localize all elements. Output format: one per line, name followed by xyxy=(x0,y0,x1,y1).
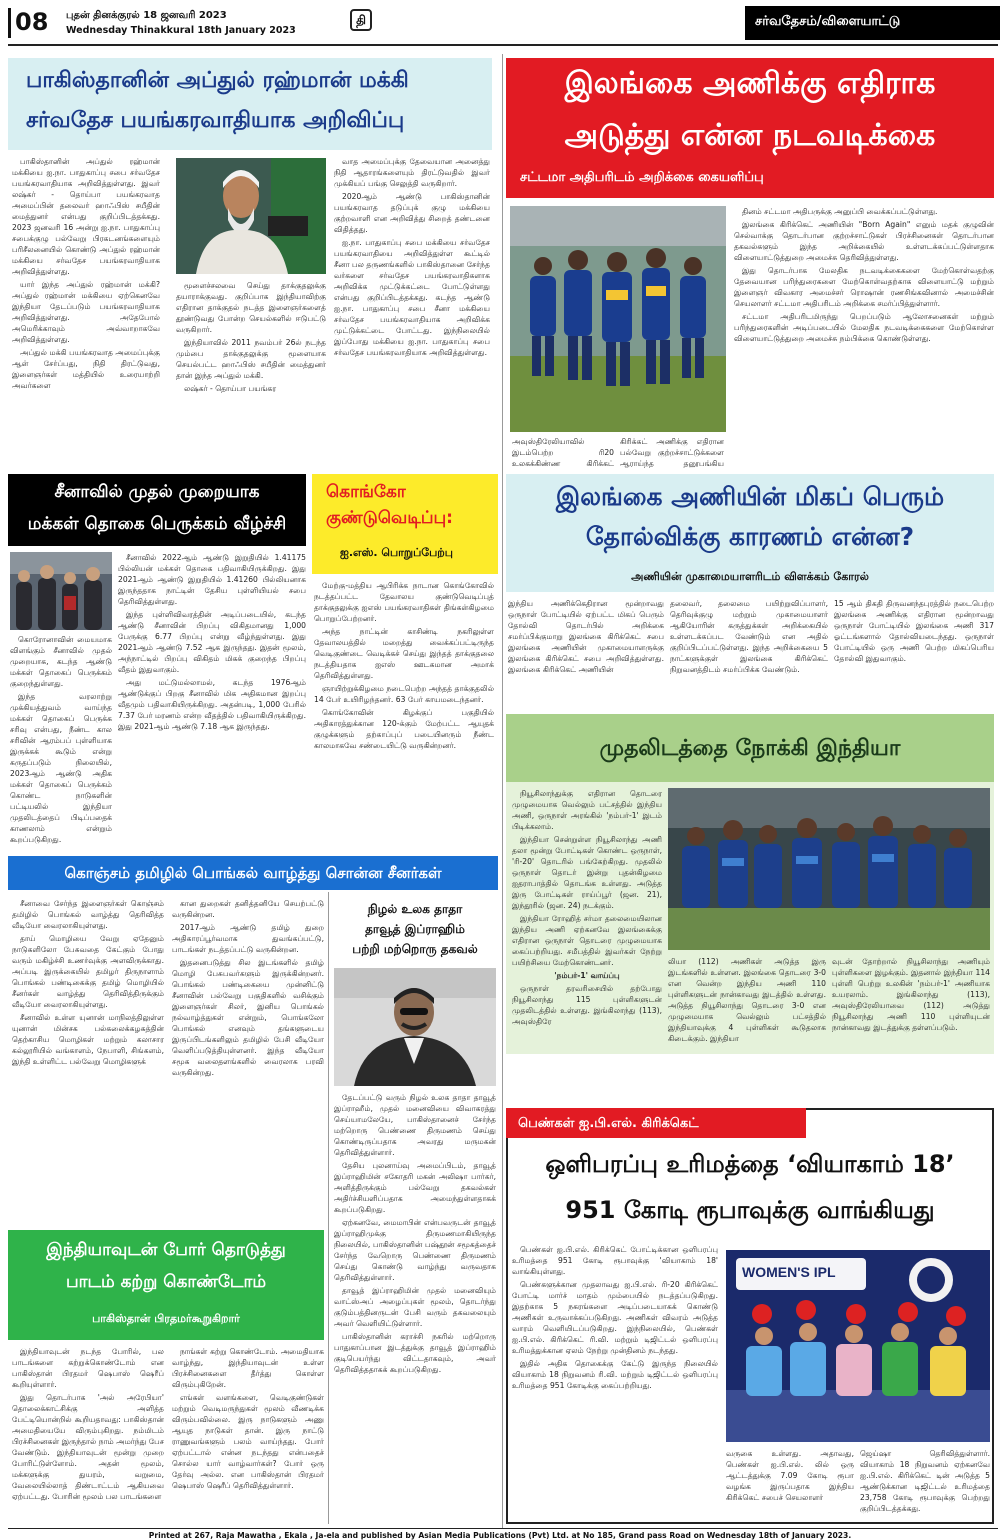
story-sl-next-headline-2: அடுத்து என்ன நடவடிக்கை xyxy=(564,118,936,153)
date-english: Wednesday Thinakkural 18th January 2023 xyxy=(66,25,296,36)
story-makki-headline-box xyxy=(8,58,492,150)
footer-imprint: Printed at 267, Raja Mawatha , Ekala , Ja-ela and published by Asian Media Publications (Pvt) Ltd. at No 185, Grand pass Road on Wednesday 18th of January 2023. xyxy=(148,1531,852,1540)
story-wpl-kicker: பெண்கள் ஐ.பி.எல். கிரிக்கெட் xyxy=(518,1116,699,1131)
story-wpl-col-1: பெண்கள் ஐ.பி.எல். கிரிக்கெட் போட்டிக்கான ஒளிபரப்பு உரிமத்தை 951 கோடி ரூபாவுக்கு 'வியாகாம் 18' வாங்கியுள்ளது. பெண்களுக்கான முதலாவது ஐ.பி.எல். ரி-20 கிரிக்கெட் போட்டி மார்ச் மாதம் மும்பையில் நடத்தப்படுகிறது. இதற்காக 5 நகரங்களை அடிப்படையாகக் கொண்டு அணிகள் உருவாக்கப்படுகிறது. அணிகள் விவரம் அடுத்த வாரம் வெளியிடப்படுகிறது. இந்நிலையில், பெண்கள் ஐ.பி.எல். கிரிக்கெட் ரி.வி. மற்றும் டிஜிட்டல் ஒளிபரப்பு உரிமத்துக்கான ஏலம் நேற்று முன்தினம் நடந்தது. இதில் அதிக தொகைக்கு கேட்டு இருந்த நிலையில் வியாகாம் 18 நிறுவனம் ரி.வி. மற்றும் டிஜிட்டல் ஒளிபரப்பு உரிமத்தை 951 கோடிக்கு கைப்பற்றியது. xyxy=(512,1245,718,1390)
masthead-logo: தி xyxy=(350,9,372,31)
womens-ipl-photo xyxy=(726,1250,990,1442)
story-india-col-1: நியூசிலாந்துக்கு எதிரான தொடரை முழுமையாக வெல்லும் பட்சத்தில் இந்திய அணி, ஒருநாள் அரங்கில் 'நம்பர்-1' இடம் பிடிக்கலாம். இந்தியா சென்றுள்ள நியூசிலாந்து அணி தலா மூன்று போட்டிகள் கொண்ட ஒருநாள், 'ரி-20' தொடரில் பங்கேற்கிறது. முதலில் ஒருநாள் தொடர் இன்று புதன்கிழமை ஐதராபாத்தில் தொடங்க உள்ளது. அடுத்த இரு போட்டிகள் ராய்ப்பூர் (ஜன. 21), இந்தூரில் (ஜன. 24) நடக்கும். இந்தியா ரோஹித் சர்மா தலைமையிலான இந்திய அணி ஏற்கனவே இலங்கைக்கு எதிரான ஒருநாள் தொடரை முழுமையாக கைப்பற்றியது. சமீபத்தில் இவர்கள் நேற்று பயிற்சியை மேற்கொண்டனர். 'நம்பர்-1' வாய்ப்பு ஒருநாள் தரவரிசையில் தற்போது நியூசிலாந்து 115 புள்ளிகளுடன் முதலிடத்தில் உள்ளது. இங்கிலாந்து (113), அவுஸ்திரே xyxy=(512,789,662,1026)
story-pongal-col-1: சீனாவை சேர்ந்த இளைஞர்கள் கொஞ்சம் தமிழில் பொங்கல் வாழ்த்து தெரிவித்த வீடியோ வைரலாகியுள்ளது. தாய் மொழியை வேறு ஏதேனும் நாடுகளிலோ பேசுவதை கேட்கும் போது வரும் மகிழ்ச்சி உணர்வுக்கு அளவிருக்காது. அப்படி இருக்கையில் தமிழர் திருநாளாம் பொங்கல் பண்டிகைக்கு தமிழ் மொழியில் சீனர்கள் வாழ்த்து தெரிவித்திருக்கும் வீடியோ வைரலாகியுள்ளது. சீனாவில் உள்ள யுனான் மாநிலத்திலுள்ள யுனான் மின்சக பல்கலைக்கழகத்தின் தெற்காசிய மொழிகள் மற்றும் கலாசார கல்லூரியில் வங்காளம், நேபாளி, சிங்களம், இந்தி உள்ளிட்ட பல்வேறு மொழிகளுக் xyxy=(12,899,164,1066)
story-sl-next-under-photo-col-1: அவுஸ்திரேலியாவில் இடம்பெற்ற ரி20 உலகக்கிண்ண கிரிக்கட் xyxy=(512,437,614,468)
masthead xyxy=(0,0,1000,50)
story-india-headline: முதலிடத்தை நோக்கி இந்தியா xyxy=(599,736,901,761)
makki-portrait-image xyxy=(176,158,326,274)
story-sl-next-under-photo-col-2: கிரிக்கட் அணிக்கு எதிரான பல்வேறு குற்றச்சாட்டுக்களை ஆராய்ந்த தனூபங்கிய xyxy=(620,437,724,468)
story-pakistan-subhead: பாகிஸ்தான் பிரதமர்கூறுகிறார் xyxy=(92,1312,240,1325)
story-sl-loss-col-3: 15 ஆம் திகதி திருவனந்தபுரத்தில் நடைபெற்ற இலங்கை அணிக்கு எதிரான மூன்றாவது ஒருநாள் போட்டியில் இலங்கை அணி 317 ஓட்டங்களால் தோல்வியடைந்தது. ஒருநாள் போட்டியில் ஒரு அணி பெற்ற மிகப்பெரிய தோல்வி இதுவாகும். xyxy=(834,599,994,663)
china-crowd-photo xyxy=(10,552,112,630)
column-rule xyxy=(328,892,329,1524)
story-dawood-headline-1: நிழல் உலக தாதா xyxy=(367,902,463,916)
story-pakistan-col-1: இந்தியாவுடன் நடந்த போரில், பல பாடங்களை கற்றுக்கொண்டோம் என பாகிஸ்தான் பிரதமர் ஷெபாஸ் ஷெரீப் கூறியுள்ளார். இது தொடர்பாக 'அல் அரேபியா' தொலைக்காட்சிக்கு அளித்த பேட்டியொன்றில் கூறியதாவது: பாகிஸ்தான் அமைதியையே விரும்புகிறது. நம்மிடம் பிரச்சினைகள் இருந்தால் நாம் அமர்ந்து பேச வேண்டும். இந்தியாவுடன் மூன்று முறை போரிட்டுள்ளோம். அதன் மூலம், மக்களுக்கு துயரம், வறுமை, வேலையில்லாத் திண்டாட்டம் ஆகியவை ஏற்பட்டது. போரின் மூலம் பல பாடங்களை xyxy=(12,1347,164,1501)
makki-photo xyxy=(176,158,326,274)
story-makki-headline-2: சர்வதேச பயங்கரவாதியாக அறிவிப்பு xyxy=(26,108,405,133)
story-pongal-col-2: கான துறைகள் தனித்தனியே செயற்பட்டு வருகின்றன. 2017ஆம் ஆண்டு தமிழ் துறை அதிகாரப்பூர்வமாக துவங்கப்பட்டு, பாடங்கள் நடத்தப்பட்டு வருகின்றன. இதனைபடுத்து சில இடங்களில் தமிழ் மொழி பேசுபவர்களும் இருக்கின்றனர். பொங்கல் பண்டிகையை முன்னிட்டு சீனாவின் பல்வேறு பகுதிகளில் வசிக்கும் இளைஞர்கள் சிலர், இனிய பொங்கல் நல்வாழ்த்துகள் என்றும், பொங்கலோ பொங்கல் எனவும் தங்களுடைய இருப்பிடங்களிலும் தமிழில் பேசி வீடியோ வெளிப்படுத்தியுள்ளனர். இந்த வீடியோ சமூக வலைதளங்களில் வைரலாக பரவி வருகின்றது. xyxy=(172,899,324,1077)
india-team-photo xyxy=(668,788,990,950)
story-sl-next-subhead: சட்டமா அதிபரிடம் அறிக்கை கையளிப்பு xyxy=(520,170,764,185)
story-pakistan-headline-2: பாடம் கற்று கொண்டோம் xyxy=(65,1272,266,1292)
story-dawood-headline-2: தாவூத் இப்ராஹிம் xyxy=(365,922,465,936)
story-india-col-3: வுடன் தோற்றால் நியூசிலாந்து அணியும் புள்ளிகளை இழக்கும். இதனால் இந்தியா 114 புள்ளி பெற்று உலகின் 'நம்பர்-1' அணியாக உயரலாம். இங்கிலாந்து (113), அவுஸ்திரேலியாவை (112) அடுத்து நியூசிலாந்து அணி 110 புள்ளியுடன் நான்காவது இடத்துக்கு தள்ளப்படும். xyxy=(832,957,990,1032)
dawood-portrait-image xyxy=(334,968,496,1086)
story-india-col-2: லியா (112) அணிகள் அடுத்த இரு இடங்களில் உள்ளன. இலங்கை தொடரை 3-0 என வென்ற இந்திய அணி 110 புள்ளிகளுடன் நான்காவது இடத்தில் உள்ளது. அடுத்த நியூசிலாந்து தொடரை 3-0 என முழுமையாக வெல்லும் பட்சத்தில் இந்தியாவுக்கு 4 புள்ளிகள் கூடுதலாக கிடைக்கும். இந்தியா xyxy=(668,957,826,1043)
story-sl-next-headline-1: இலங்கை அணிக்கு எதிராக xyxy=(564,66,936,101)
story-makki-headline-1: பாகிஸ்தானின் அப்துல் ரஹ்மான் மக்கி xyxy=(26,68,409,93)
masthead-rule xyxy=(8,44,998,46)
story-makki-col-2: மூளைச்சலவை செய்து தாக்குதலுக்கு தயாராக்குவது. குறிப்பாக இந்தியாவிற்கு எதிரான தாக்குதல் நடத்த இளைஞர்களைத் தூண்டுவது போன்ற செயல்களில் ஈடுபட்டு வருகிறார். இந்தியாவில் 2011 நவம்பர் 26ல் நடந்த மும்பை தாக்குதலுக்கு மூளையாக செயல்பட்ட ஹாஃபிஸ் சயீதின் மைத்துனர் தான் இந்த அப்துல் மக்கி. லஷ்கர் - தொய்பா பயங்கர xyxy=(176,281,326,393)
story-china-headline-box xyxy=(8,474,306,546)
story-sl-loss-subhead: அணியின் முகாமையாளரிடம் விளக்கம் கோரல் xyxy=(631,570,869,583)
womens-ipl-logo-text: WOMEN'S IPL xyxy=(742,1264,836,1280)
story-congo-subhead: ஐ.எஸ். பொறுப்பேற்பு xyxy=(340,546,453,559)
story-china-headline-2: மக்கள் தொகை பெருக்கம் வீழ்ச்சி xyxy=(27,514,287,534)
story-congo-col: மேற்கு-மத்திய ஆபிரிக்க நாடான கொங்கோவில் நடத்தப்பட்ட தேவாலய குண்டுவெடிப்புத் தாக்குதலுக்கு ஐஎஸ் பயங்கரவாதிகள் திங்கள்கிழமை பொறுப்பேற்றனர். அந்த நாட்டின் காசிண்டி நகரிலுள்ள தேவாலயத்தில் மறைத்து வைக்கப்பட்டிருந்த வெடிகுண்டை வெடிக்கச் செய்து இந்தத் தாக்குதலை நடத்தியதாக ஐஎஸ் ஊடகமான அமாக் தெரிவித்துள்ளது. ஞாயிற்றுக்கிழமை நடைபெற்ற அந்தத் தாக்குதலில் 14 பேர் உயிரிழந்தனர். 63 பேர் காயமடைந்தனர். கொங்கோவின் கிழக்குப் பகுதியில் அதிகாரத்துக்கான 120-க்கும் மேற்பட்ட ஆயுதக் குழுக்களும் தற்காப்புப் படையினரும் நீண்ட காலமாகவே சண்டையிட்டு வருகின்றனர். xyxy=(314,581,494,750)
story-pakistan-col-2: நாங்கள் கற்று கொண்டோம். அமைதியாக வாழ்ந்து, இந்தியாவுடன் உள்ள பிரச்சினைகளை தீர்த்து கொள்ள விரும்புகிறேன். எங்கள் வளங்களை, வெடிகுண்டுகள் மற்றும் வெடிமருந்துகள் மூலம் வீணடிக்க விரும்பவில்லை. இரு நாடுகளும் அணு ஆயுத நாடுகள் தான். இரு நாட்டு ராணுவங்களும் பலம் வாய்ந்தது. போர் ஏற்பட்டால் என்ன நடந்தது என்பதைச் சொல்ல யார் வாழ்வார்கள்? போர் ஒரு தேர்வு அல்ல. என பாகிஸ்தான் பிரதமர் ஷெபாஸ் ஷெரீப் தெரிவித்துள்ளார். xyxy=(172,1347,324,1490)
story-dawood-headline-3: பற்றி மற்றொரு தகவல் xyxy=(352,942,478,956)
date-tamil: புதன் தினக்குரல் 18 ஜனவரி 2023 xyxy=(66,10,227,21)
story-wpl-col-2: வருகை உள்ளது. அதாவது, பெண்கள் ஐ.பி.எல். லில் ஒரு ஆட்டத்துக்கு 7.09 கோடி ரூபா வழங்க இருப்பதாக இந்திய கிரிக்கெட் சபைச் செயலாளர் xyxy=(726,1449,854,1502)
story-dawood-headline-box xyxy=(332,900,498,964)
story-china-col-2: சீனாவில் 2022ஆம் ஆண்டு இறுதியில் 1.41175 பில்லியன் மக்கள் தொகை பதிவாகியிருக்கிறது. இது 2021ஆம் ஆண்டு இறுதியில் 1.41260 பில்லியனாக இருந்ததாக நாட்டின் தேசிய புள்ளியியல் சபை தெரிவித்துள்ளது. இந்த புள்ளிவிவரத்தின் அடிப்படையில், கடந்த ஆண்டு சீனாவின் பிறப்பு விகிதமானது 1,000 பேருக்கு 6.77 பிறப்பு என்று வீழ்ந்துள்ளது. இது 2021ஆம் ஆண்டு 7.52 ஆக இருந்தது. இதன் மூலம், அந்நாட்டில் பிறப்பு விகிதம் மிகக் குறைந்த பிறப்பு வீதம் இதுவாகும். அது மட்டுமல்லாமல், கடந்த 1976ஆம் ஆண்டுக்குப் பிறகு சீனாவில் மிக அதிகமான இறப்பு வீதமும் பதிவாகியிருக்கிறது. அதன்படி, 1,000 பேரில் 7.37 பேர் மரணம் என்ற வீதத்தில் பதிவாகியிருக்கிறது. இது 2021ஆம் ஆண்டு 7.18 ஆக இருந்தது. xyxy=(118,553,306,731)
story-wpl-col-3: ஜெய்ஷா தெரிவித்துள்ளார். வியாகாம் 18 நிறுவனம் ஏற்கனவே ஐ.பி.எல். கிரிக்கெட் டின் அடுத்த 5 ஆண்டுக்கான டிஜிட்டல் உரிமத்தை 23,758 கோடி ரூபாவுக்கு பெற்றது குறிப்பிடத்தக்கது. xyxy=(860,1449,990,1513)
story-sl-loss-col-2: தலைவர், தலைமை பயிற்றுவிப்பாளர், தெரிவுக்குழு மற்றும் முகாமையாளர் ஆகியோரின் கருத்துக்கள் அறிக்கையில் உள்ளடக்கப்பட வேண்டும் என அதில் குறிப்பிடப்பட்டுள்ளது. இந்த அறிக்கையை 5 நாட்களுக்குள் இலங்கை கிரிக்கெட் நிறுவனத்திடம் சமர்ப்பிக்க வேண்டும். xyxy=(670,599,828,674)
story-pakistan-headline-box xyxy=(8,1230,324,1340)
story-pongal-headline-box xyxy=(8,856,498,890)
story-congo-headline-box xyxy=(312,474,498,574)
story-wpl-headline-1: ஒளிபரப்பு உரிமத்தை ‘வியாகாம் 18’ xyxy=(545,1150,955,1178)
section-title: சர்வதேசம்/விளையாட்டு xyxy=(755,14,901,29)
story-sl-next-col: தினம் சட்டமா அதிபருக்கு அனுப்பி வைக்கப்பட்டுள்ளது. இலங்கை கிரிக்கெட் அணியின் "Born Again" எனும் மதக் குழுவின் செல்வாக்கு தொடர்பான குற்றச்சாட்டுகள் பிரச்சினைகள் தொடர்பான தகவல்களும் இந்த அறிக்கையில் உள்ளடக்கப்பட்டுள்ளதாக விளையாட்டுத்துறை அமைச்சு தெரிவித்துள்ளது. இது தொடர்பாக மேலதிக நடவடிக்கைகளை மேற்கொள்வதற்கு தேவையான பரிந்துரைகளை மேற்கொள்வதற்காக விளையாட்டு மற்றும் இளைஞர் விவகார அமைச்சர் ரொஷான் ரணசிங்கவினால் அமைச்சின் செயலாளர் சட்டமா அதிபரிடம் அறிக்கை சமர்ப்பித்துள்ளார். சட்டமா அதிபரிடமிருந்து பெறப்படும் ஆலோசனைகள் மற்றும் பரிந்துரைகளின் அடிப்படையில் மேலதிக நடவடிக்கைகளை மேற்கொள்ள விளையாட்டுத்துறை அமைச்சு நம்பிக்கை கொண்டுள்ளது. xyxy=(734,207,994,343)
story-sl-loss-headline-2: தோல்விக்கு காரணம் என்ன? xyxy=(585,522,915,551)
story-makki-col-3: வாத அமைப்புக்கு தேவையான அனைத்து நிதி ஆதாரங்களையும் திரட்டுவதில் இவர் முக்கியப் பங்கு செலுத்தி வருகிறார். 2020ஆம் ஆண்டு பாகிஸ்தானின் பயங்கரவாத தடுப்புக் குழு மக்கியை குற்றவாளி என அறிவித்து சிறைத் தண்டனை விதித்தது. ஐ.நா. பாதுகாப்பு சபை மக்கியை சர்வதேச பயங்கரவாதியை அறிவித்துள்ள கூட்டில் சீனா பல தருணங்களில் பாகிஸ்தானை சேர்ந்த வர்களை சர்வதேச பயங்கரவாதிகளாக அறிவிக்க முட்டுக்கட்டை போட்டுள்ளது என்பது குறிப்பிடத்தக்கது. கடந்த ஆண்டு ஐ.நா. பாதுகாப்பு சபை சீனா மக்கியை சர்வதேச பயங்கரவாதியாக அறிவிக்க முட்டுக்கட்டை போட்டது. இந்நிலையில் இப்போது மக்கியை ஐ.நா. பாதுகாப்பு சபை சர்வதேச பயங்கரவாதியாக அறிவித்துள்ளது. xyxy=(334,157,490,357)
story-sl-loss-headline-box xyxy=(506,474,994,592)
story-congo-headline-1: கொங்கோ xyxy=(326,482,406,502)
footer-rule xyxy=(8,1528,998,1529)
story-china-col-1: கொரோனாவின் மையமாக விளங்கும் சீனாவில் முதல் முறையாக, கடந்த ஆண்டு மக்கள் தொகைப் பெருக்கம் குறைந்துள்ளது. இந்த வரலாற்று முக்கியத்துவம் வாய்ந்த மக்கள் தொகைப் பெருக்க சரிவு என்பது, நீண்ட கால சரிவின் ஆரம்பப் புள்ளியாக இருக்கக் கூடும் என்று கருதப்படும் நிலையில், 2023ஆம் ஆண்டு அதிக மக்கள் தொகைப் பெருக்கம் கொண்ட நாடுகளின் பட்டியலில் இந்தியா முதலிடத்தைப் பிடிப்பதைக் காணலாம் என்றும் கூறப்படுகிறது. xyxy=(10,635,112,844)
column-rule xyxy=(502,54,503,1528)
story-makki-col-1: பாகிஸ்தானின் அப்துல் ரஹ்மான் மக்கியை ஐ.நா. பாதுகாப்பு சபை சர்வதேச பயங்கரவாதியாக அறிவித்துள்ளது. இவர் லஷ்கர் - தொய்பா பயங்கரவாத அமைப்பின் தலைவர் ஹாஃபிஸ் சயீதின் மைத்துனர் என்பது குறிப்பிடத்தக்கது. 2023 ஜனவரி 16 அன்று ஐ.நா. பாதுகாப்பு சபைக்குழு பல்வேறு பிரகடனங்களையும் பரிசீலனையில் கொண்டு அப்துல் ரஹ்மான் மக்கியை சர்வதேச பயங்கரவாதியாக அறிவித்துள்ளது. யார் இந்த அப்துல் ரஹ்மான் மக்கி? அப்துல் ரஹ்மான் மக்கியை ஏற்கெனவே இந்தியா தேடப்படும் பயங்கரவாதியாக அறிவித்துள்ளது. அதேபோல் அமெரிக்காவும் அவ்வாறாகவே அறிவித்துள்ளது. அப்துல் மக்கி பயங்கரவாத அமைப்புக்கு ஆள் சேர்ப்பது, நிதி திரட்டுவது, இளைஞர்கள் மத்தியில் உரையாற்றி அவர்களை xyxy=(12,157,160,390)
story-pongal-headline: கொஞ்சம் தமிழில் பொங்கல் வாழ்த்து சொன்ன சீனர்கள் xyxy=(64,864,442,882)
page-number-bar xyxy=(8,8,11,38)
dawood-photo xyxy=(334,968,496,1086)
story-wpl-headline-2: 951 கோடி ரூபாவுக்கு வாங்கியது xyxy=(565,1196,935,1224)
story-sl-loss-headline-1: இலங்கை அணியின் மிகப் பெரும் xyxy=(555,482,945,511)
china-crowd-image xyxy=(10,552,112,630)
sri-lanka-team-image xyxy=(510,206,726,432)
story-india-headline-box xyxy=(506,714,994,782)
story-pakistan-headline-1: இந்தியாவுடன் போர் தொடுத்து xyxy=(46,1240,286,1260)
story-wpl-kicker-box xyxy=(506,1108,806,1138)
story-sl-loss-col-1: இந்திய அணிக்கெதிரான மூன்றாவது ஒருநாள் போட்டியில் ஏற்பட்ட மிகப் பெரும் தோல்வி தொடர்பில் அறிக்கை சமர்ப்பிக்குமாறு இலங்கை கிரிக்கெட் சபை இலங்கை அணியின் முகாமையாளருக்கு இலங்கை கிரிக்கெட் சபை அறிவித்துள்ளது. இலங்கை கிரிக்கெட் அணியின் xyxy=(508,599,664,674)
page-number: 08 xyxy=(15,8,49,36)
story-dawood-col: தேடப்பட்டு வரும் நிழல் உலக தாதா தாவூத் இப்ராஹீம், முதல் மனைவியை விவாகரத்து செய்யாமலேயே, பாகிஸ்தானைச் சேர்ந்த மற்றொரு பெண்ணை திருமணம் செய்து கொண்டிருப்பதாக அவரது மருமகன் தெரிவித்துள்ளார். தேசிய புலனாய்வு அமைப்பிடம், தாவூத் இப்ராஹிமின் சகோதரி மகன் அலிஷா பார்கர், அளித்திருக்கும் பல்வேறு தகவல்கள் அதிர்ச்சியளிப்பதாக அமைந்துள்ளதாகக் கூறப்படுகிறது. ஏற்கனவே, மைமாபின் என்பவருடன் தாவூத் இப்ராஹிமுக்கு திருமணமாகியிருந்த நிலையில், பாகிஸ்தானின் பஷ்தூன் சமூகத்தைச் சேர்ந்த வேறொரு பெண்ணை திருமணம் செய்து கொண்டு வாழ்ந்து வருவதாக தெரிவித்துள்ளார். தாவூத் இப்ராஹிமின் முதல் மனைவியும் வாட்ஸ்அப் அழைப்புகள் மூலம், தொடர்ந்து குடும்பத்தினருடன் பேசி வரும் தகவலையும் அவர் வெளியிட்டுள்ளார். பாகிஸ்தானின் கராச்சி நகரில் மற்றொரு பாதுகாப்பான இடத்துக்கு தாவூத் இப்ராஹிம் குடிபெயர்ந்து விட்டதாகவும், அவர் தெரிவித்ததாகக் கூறப்படுகிறது. xyxy=(334,1093,496,1374)
sri-lanka-team-photo xyxy=(510,206,726,432)
india-team-image xyxy=(668,788,990,950)
story-congo-headline-2: குண்டுவெடிப்பு: xyxy=(326,508,453,528)
story-china-headline-1: சீனாவில் முதல் முறையாக xyxy=(54,482,260,502)
